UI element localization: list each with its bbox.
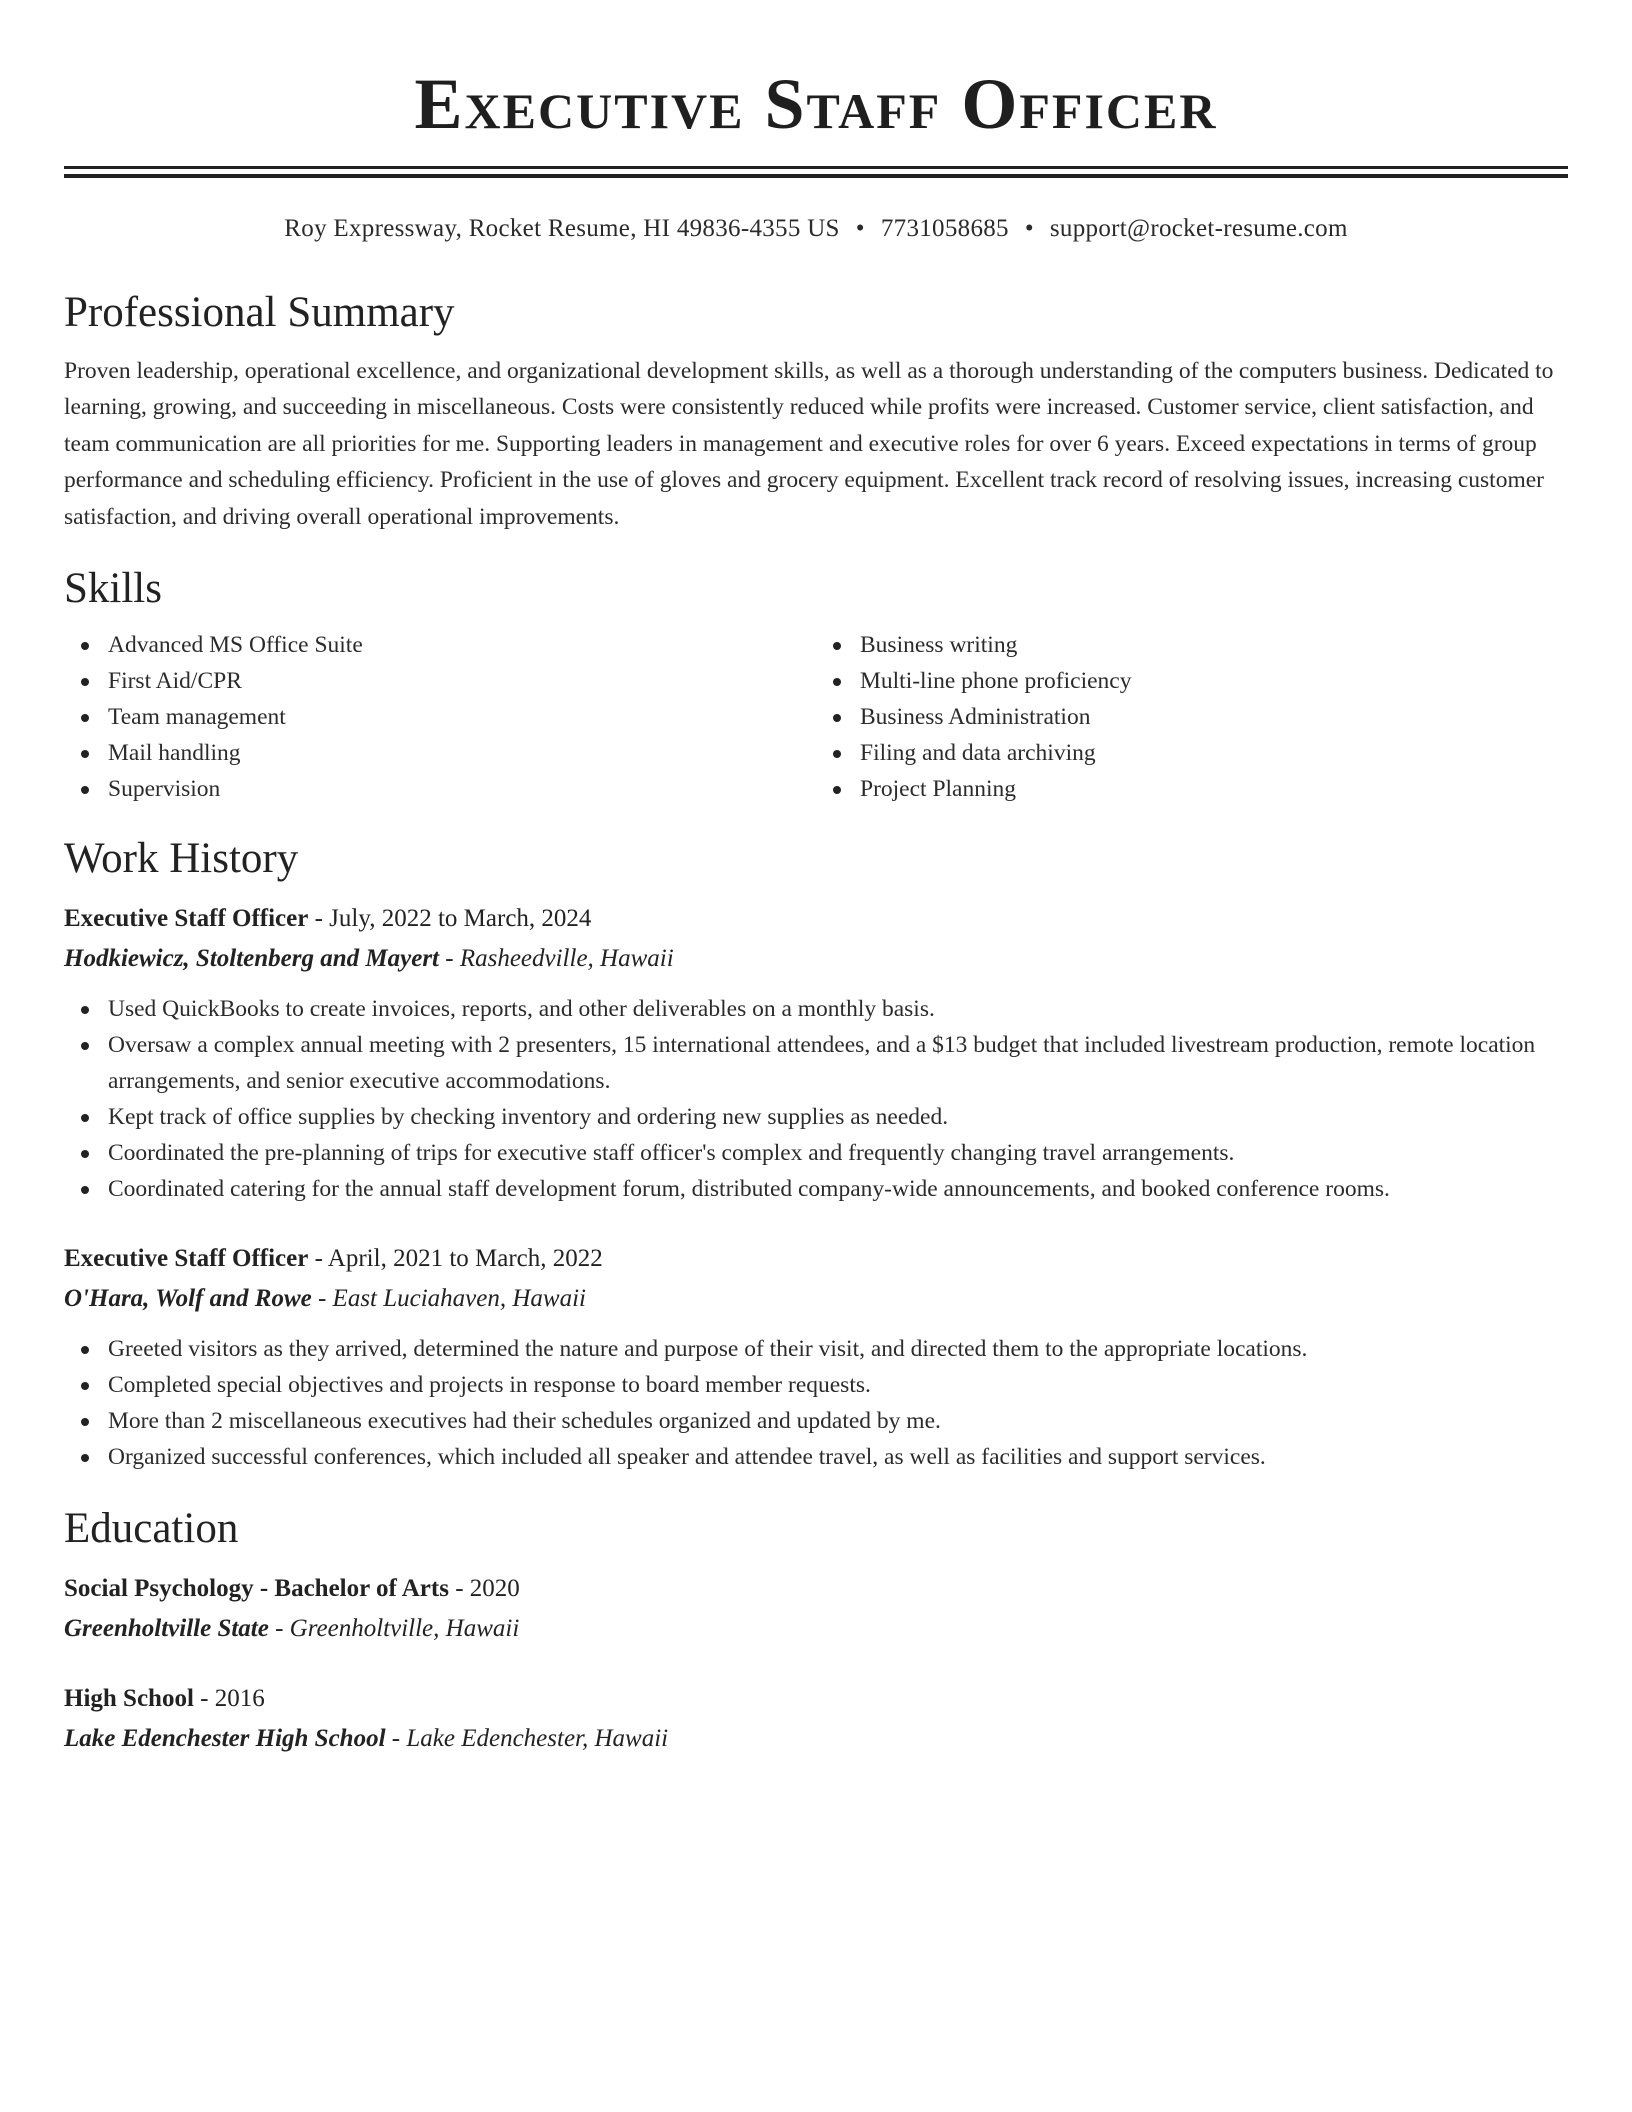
education-year: - 2020 — [448, 1575, 520, 1603]
job-bullets — [64, 991, 1568, 1207]
job-bullets — [64, 1331, 1568, 1475]
resume-name-title: Executive Staff Officer — [414, 64, 1218, 144]
education-school: Lake Edenchester High School — [64, 1725, 386, 1753]
education-location: - Lake Edenchester, Hawaii — [385, 1725, 669, 1753]
education-heading — [64, 1569, 1568, 1609]
skill-item: Business Administration — [860, 699, 1568, 735]
job-bullet: More than 2 miscellaneous executives had their schedules organized and updated by me. — [108, 1403, 1568, 1439]
education-degree: High School — [64, 1685, 194, 1713]
section-title-work-history: Work History — [64, 835, 299, 883]
job-bullet: Greeted visitors as they arrived, determined the nature and purpose of their visit, and directed them to the appropriate locations. — [108, 1331, 1568, 1367]
skills-column-left — [64, 627, 816, 807]
job-bullet: Organized successful conferences, which included all speaker and attendee travel, as well as facilities and support services. — [108, 1439, 1568, 1475]
education-school: Greenholtville State — [64, 1615, 269, 1643]
resume-page — [64, 0, 1568, 1759]
education-degree: Social Psychology - Bachelor of Arts — [64, 1575, 449, 1603]
contact-separator: • — [855, 215, 865, 242]
job-heading — [64, 899, 1568, 939]
job-dates: - April, 2021 to March, 2022 — [308, 1245, 603, 1273]
job-employer-line — [64, 939, 1568, 979]
contact-line — [64, 212, 1568, 246]
education-school-line — [64, 1719, 1568, 1759]
summary-paragraph: Proven leadership, operational excellence, and organizational development skills, as well as a thorough understanding of the computers business. Dedicated to learning, growing, and succeeding in miscellaneous. Costs were consistently reduced while profits were increased. Customer service, client satisfaction, and team communication are all priorities for me. Supporting leaders in management and executive roles for over 6 years. Exceed expectations in terms of group performance and scheduling efficiency. Proficient in the use of gloves and grocery equipment. Excellent track record of resolving issues, increasing customer satisfaction, and driving overall operational improvements. — [64, 358, 1554, 530]
skills-list — [64, 627, 1568, 807]
skill-item: Advanced MS Office Suite — [108, 627, 816, 663]
job-bullet: Coordinated catering for the annual staff development forum, distributed company-wide announcements, and booked conference rooms. — [108, 1171, 1568, 1207]
job-bullet: Kept track of office supplies by checking inventory and ordering new supplies as needed. — [108, 1099, 1568, 1135]
job-heading — [64, 1239, 1568, 1279]
job-company: O'Hara, Wolf and Rowe — [64, 1285, 312, 1313]
skill-item: Multi-line phone proficiency — [860, 663, 1568, 699]
education-entry — [64, 1569, 1568, 1649]
job-role: Executive Staff Officer — [64, 1245, 309, 1273]
job-location: - East Luciahaven, Hawaii — [311, 1285, 586, 1313]
education-entry — [64, 1679, 1568, 1759]
contact-separator: • — [1024, 215, 1034, 242]
education-heading — [64, 1679, 1568, 1719]
job-company: Hodkiewicz, Stoltenberg and Mayert — [64, 945, 439, 973]
job-entry — [64, 1239, 1568, 1475]
skill-item: Project Planning — [860, 771, 1568, 807]
job-employer-line — [64, 1279, 1568, 1319]
education-location: - Greenholtville, Hawaii — [268, 1615, 520, 1643]
job-dates: - July, 2022 to March, 2024 — [308, 905, 592, 933]
job-bullet: Completed special objectives and projects in response to board member requests. — [108, 1367, 1568, 1403]
section-title-education: Education — [64, 1505, 239, 1553]
section-title-skills: Skills — [64, 565, 162, 613]
education-school-line — [64, 1609, 1568, 1649]
contact-email: support@rocket-resume.com — [1049, 215, 1348, 242]
job-bullet: Oversaw a complex annual meeting with 2 presenters, 15 international attendees, and a $13 budget that included livestream production, remote location arrangements, and senior executive accommodations. — [108, 1027, 1568, 1099]
skill-item: Filing and data archiving — [860, 735, 1568, 771]
skill-item: Supervision — [108, 771, 816, 807]
section-title-summary: Professional Summary — [64, 289, 455, 336]
education-year: - 2016 — [193, 1685, 265, 1713]
skill-item: First Aid/CPR — [108, 663, 816, 699]
job-bullet: Coordinated the pre-planning of trips for executive staff officer's complex and frequently changing travel arrangements. — [108, 1135, 1568, 1171]
contact-address: Roy Expressway, Rocket Resume, HI 49836-4355 US — [284, 215, 840, 242]
job-bullet: Used QuickBooks to create invoices, reports, and other deliverables on a monthly basis. — [108, 991, 1568, 1027]
header-double-rule — [64, 166, 1568, 178]
skill-item: Mail handling — [108, 735, 816, 771]
contact-phone: 7731058685 — [880, 215, 1009, 242]
job-role: Executive Staff Officer — [64, 905, 309, 933]
skills-column-right — [816, 627, 1568, 807]
job-location: - Rasheedville, Hawaii — [439, 945, 674, 973]
job-entry — [64, 899, 1568, 1207]
skill-item: Business writing — [860, 627, 1568, 663]
skill-item: Team management — [108, 699, 816, 735]
